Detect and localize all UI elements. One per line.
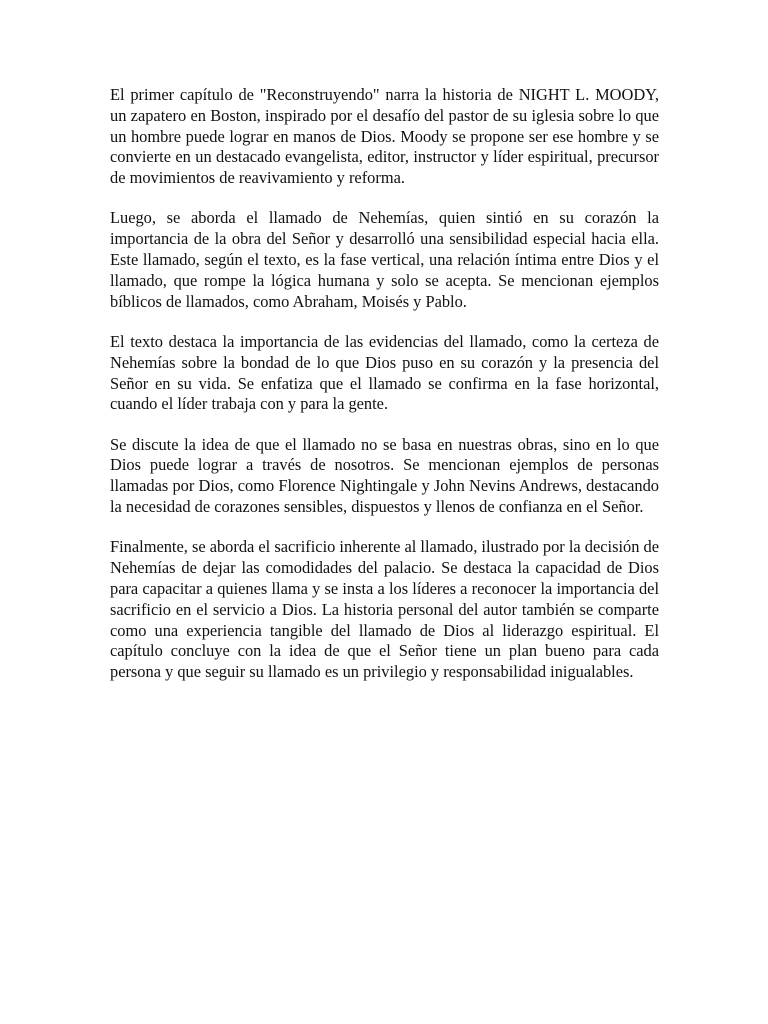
document-body: [110, 85, 659, 702]
paragraph-evidences: El texto destaca la importancia de las evidencias del llamado, como la certeza de Nehemías sobre la bondad de lo que Dios puso en su corazón y la presencia del Señor en su vida. Se enfatiza que el llamado se confirma en la fase horizontal, cuando el líder trabaja con y para la gente.: [110, 331, 659, 414]
paragraph-sacrifice: Finalmente, se aborda el sacrificio inherente al llamado, ilustrado por la decisión de Nehemías de dejar las comodidades del palacio. Se destaca la capacidad de Dios para capacitar a quienes llama y se insta a los líderes a reconocer la importancia del sacrificio en el servicio a Dios. La historia personal del autor también se comparte como una experiencia tangible del llamado de Dios al liderazgo espiritual. El capítulo concluye con la idea de que el Señor tiene un plan bueno para cada persona y que seguir su llamado es un privilegio y responsabilidad inigualables.: [110, 537, 659, 682]
paragraph-nehemias-call: Luego, se aborda el llamado de Nehemías, quien sintió en su corazón la importancia de la obra del Señor y desarrolló una sensibilidad especial hacia ella. Este llamado, según el texto, es la fase vertical, una relación íntima entre Dios y el llamado, que rompe la lógica humana y solo se acepta. Se mencionan ejemplos bíblicos de llamados, como Abraham, Moisés y Pablo.: [110, 208, 659, 311]
paragraph-not-by-works: Se discute la idea de que el llamado no se basa en nuestras obras, sino en lo que Dios puede lograr a través de nosotros. Se mencionan ejemplos de personas llamadas por Dios, como Florence Nightingale y John Nevins Andrews, destacando la necesidad de corazones sensibles, dispuestos y llenos de confianza en el Señor.: [110, 434, 659, 517]
paragraph-moody: El primer capítulo de "Reconstruyendo" narra la historia de NIGHT L. MOODY, un zapatero en Boston, inspirado por el desafío del pastor de su iglesia sobre lo que un hombre puede lograr en manos de Dios. Moody se propone ser ese hombre y se convierte en un destacado evangelista, editor, instructor y líder espiritual, precursor de movimientos de reavivamiento y reforma.: [110, 85, 659, 188]
